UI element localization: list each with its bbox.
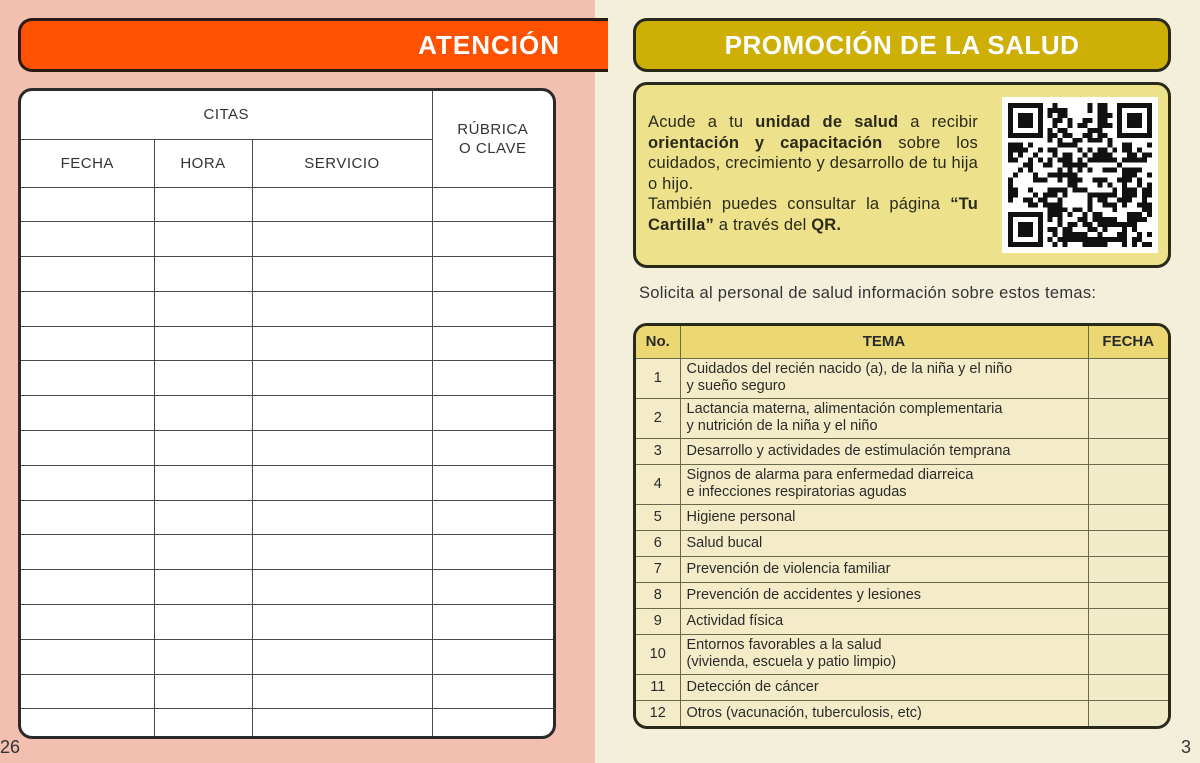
cita-rubrica-cell[interactable] <box>432 674 553 709</box>
solicita-text: Solicita al personal de salud información sobre estos temas: <box>639 284 1097 302</box>
temas-table <box>636 326 1168 726</box>
cita-rubrica-cell[interactable] <box>432 570 553 605</box>
cita-rubrica-cell[interactable] <box>432 465 553 500</box>
cita-fecha-cell[interactable] <box>21 396 154 431</box>
tema-line1: Desarrollo y actividades de estimulación temprana <box>686 442 1011 459</box>
qr-code-image <box>1008 103 1152 247</box>
cita-row <box>21 222 553 257</box>
tema-row <box>636 634 1168 674</box>
temas-table-box <box>633 323 1171 729</box>
info-bold-tu-cartilla: “Tu Cartilla” <box>648 195 978 234</box>
cita-hora-cell[interactable] <box>154 291 252 326</box>
tema-line1: Lactancia materna, alimentación complementaria <box>686 401 1003 417</box>
cita-servicio-cell[interactable] <box>252 465 432 500</box>
tema-fecha-cell[interactable] <box>1088 582 1168 608</box>
info-text-part: También puedes consultar la página <box>648 195 951 213</box>
info-bold-orientacion: orientación y capacitación <box>648 133 883 152</box>
tema-fecha-cell[interactable] <box>1088 674 1168 700</box>
info-text-part: Acude a tu <box>648 113 756 131</box>
cita-fecha-cell[interactable] <box>21 535 154 570</box>
servicio-header: SERVICIO <box>252 139 432 187</box>
promocion-title: PROMOCIÓN DE LA SALUD <box>724 29 1080 60</box>
tema-line1: Detección de cáncer <box>686 678 819 695</box>
cita-servicio-cell[interactable] <box>252 187 432 222</box>
cita-row <box>21 396 553 431</box>
cita-fecha-cell[interactable] <box>21 570 154 605</box>
hora-header: HORA <box>154 139 252 187</box>
info-bold-unidad: unidad de salud <box>755 113 899 131</box>
tema-row <box>636 530 1168 556</box>
cita-hora-cell[interactable] <box>154 639 252 674</box>
tema-text <box>680 438 1088 464</box>
tema-number: 12 <box>636 700 680 726</box>
cita-fecha-cell[interactable] <box>21 639 154 674</box>
tema-fecha-cell[interactable] <box>1088 608 1168 634</box>
cita-servicio-cell[interactable] <box>252 570 432 605</box>
cita-fecha-cell[interactable] <box>21 605 154 640</box>
tema-number: 10 <box>636 634 680 674</box>
cita-fecha-cell[interactable] <box>21 361 154 396</box>
tema-text <box>680 398 1088 438</box>
tema-line2: y nutrición de la niña y el niño <box>686 418 878 434</box>
tema-line2: y sueño seguro <box>686 378 786 394</box>
left-page-number: 26 <box>0 737 21 757</box>
fecha-header: FECHA <box>21 139 154 187</box>
cita-rubrica-cell[interactable] <box>432 535 553 570</box>
cita-fecha-cell[interactable] <box>21 465 154 500</box>
tema-line1: Otros (vacunación, tuberculosis, etc) <box>686 704 922 721</box>
tema-number: 11 <box>636 674 680 700</box>
cita-hora-cell[interactable] <box>154 674 252 709</box>
tema-fecha-cell[interactable] <box>1088 504 1168 530</box>
tema-fecha-cell[interactable] <box>1088 634 1168 674</box>
cita-hora-cell[interactable] <box>154 570 252 605</box>
cita-hora-cell[interactable] <box>154 326 252 361</box>
tema-number: 4 <box>636 464 680 504</box>
tema-line1: Actividad física <box>686 612 784 629</box>
cita-hora-cell[interactable] <box>154 500 252 535</box>
cita-servicio-cell[interactable] <box>252 674 432 709</box>
cita-rubrica-cell[interactable] <box>432 257 553 292</box>
tema-line1: Signos de alarma para enfermedad diarreica <box>686 467 974 483</box>
atencion-title: ATENCIÓN <box>418 29 560 60</box>
tema-fecha-cell[interactable] <box>1088 438 1168 464</box>
cita-servicio-cell[interactable] <box>252 222 432 257</box>
tema-fecha-cell[interactable] <box>1088 398 1168 438</box>
citas-header: CITAS <box>21 91 432 139</box>
cita-fecha-cell[interactable] <box>21 187 154 222</box>
cita-row <box>21 500 553 535</box>
tema-row <box>636 398 1168 438</box>
tema-header: TEMA <box>680 326 1088 358</box>
tema-text <box>680 608 1088 634</box>
cita-hora-cell[interactable] <box>154 709 252 739</box>
info-bold-qr: QR. <box>811 215 842 234</box>
rubrica-line1: RÚBRICA <box>457 120 529 138</box>
cita-rubrica-cell[interactable] <box>432 361 553 396</box>
cita-fecha-cell[interactable] <box>21 431 154 466</box>
cita-row <box>21 639 553 674</box>
tema-line2: (vivienda, escuela y patio limpio) <box>686 654 897 670</box>
cita-fecha-cell[interactable] <box>21 500 154 535</box>
tema-text <box>680 556 1088 582</box>
cita-row <box>21 674 553 709</box>
promocion-banner <box>633 18 1171 72</box>
tema-row <box>636 464 1168 504</box>
fecha-header: FECHA <box>1088 326 1168 358</box>
cita-rubrica-cell[interactable] <box>432 431 553 466</box>
info-text-part: a través del <box>714 215 812 234</box>
cita-row <box>21 361 553 396</box>
tema-row <box>636 438 1168 464</box>
cita-servicio-cell[interactable] <box>252 431 432 466</box>
qr-code[interactable] <box>1002 97 1158 253</box>
cita-row <box>21 465 553 500</box>
cita-servicio-cell[interactable] <box>252 257 432 292</box>
cita-row <box>21 605 553 640</box>
cita-fecha-cell[interactable] <box>21 222 154 257</box>
cita-servicio-cell[interactable] <box>252 291 432 326</box>
tema-line1: Higiene personal <box>686 508 796 525</box>
tema-text <box>680 530 1088 556</box>
tema-text <box>680 504 1088 530</box>
cita-rubrica-cell[interactable] <box>432 639 553 674</box>
tema-fecha-cell[interactable] <box>1088 556 1168 582</box>
tema-row <box>636 582 1168 608</box>
cita-row <box>21 709 553 739</box>
tema-text <box>680 634 1088 674</box>
tema-number: 3 <box>636 438 680 464</box>
tema-text <box>680 464 1088 504</box>
no-header: No. <box>636 326 680 358</box>
info-text <box>648 112 978 235</box>
cita-servicio-cell[interactable] <box>252 396 432 431</box>
cita-rubrica-cell[interactable] <box>432 326 553 361</box>
cita-rubrica-cell[interactable] <box>432 605 553 640</box>
cita-row <box>21 431 553 466</box>
cita-servicio-cell[interactable] <box>252 709 432 739</box>
cita-servicio-cell[interactable] <box>252 535 432 570</box>
cita-fecha-cell[interactable] <box>21 709 154 739</box>
cita-servicio-cell[interactable] <box>252 639 432 674</box>
cita-hora-cell[interactable] <box>154 222 252 257</box>
cita-row <box>21 257 553 292</box>
tema-line1: Cuidados del recién nacido (a), de la niña y el niño <box>686 361 1013 377</box>
cita-rubrica-cell[interactable] <box>432 709 553 739</box>
cita-hora-cell[interactable] <box>154 187 252 222</box>
rubrica-header <box>432 91 553 187</box>
cita-fecha-cell[interactable] <box>21 674 154 709</box>
cita-rubrica-cell[interactable] <box>432 222 553 257</box>
cita-fecha-cell[interactable] <box>21 257 154 292</box>
cita-hora-cell[interactable] <box>154 257 252 292</box>
tema-row <box>636 608 1168 634</box>
citas-table-box <box>18 88 556 739</box>
cita-hora-cell[interactable] <box>154 465 252 500</box>
tema-line2: e infecciones respiratorias agudas <box>686 484 907 500</box>
tema-row <box>636 358 1168 398</box>
cita-hora-cell[interactable] <box>154 431 252 466</box>
right-page-number: 3 <box>1181 737 1192 757</box>
cita-fecha-cell[interactable] <box>21 291 154 326</box>
cita-fecha-cell[interactable] <box>21 326 154 361</box>
tema-line1: Salud bucal <box>686 534 763 551</box>
tema-row <box>636 504 1168 530</box>
cita-servicio-cell[interactable] <box>252 326 432 361</box>
cita-hora-cell[interactable] <box>154 361 252 396</box>
cita-rubrica-cell[interactable] <box>432 291 553 326</box>
info-box <box>633 82 1171 268</box>
cita-servicio-cell[interactable] <box>252 361 432 396</box>
cita-hora-cell[interactable] <box>154 535 252 570</box>
tema-text <box>680 674 1088 700</box>
tema-row <box>636 700 1168 726</box>
info-text-part: a recibir <box>898 113 978 131</box>
tema-number: 7 <box>636 556 680 582</box>
cita-rubrica-cell[interactable] <box>432 396 553 431</box>
cita-servicio-cell[interactable] <box>252 500 432 535</box>
cita-hora-cell[interactable] <box>154 396 252 431</box>
tema-row <box>636 556 1168 582</box>
tema-fecha-cell[interactable] <box>1088 464 1168 504</box>
tema-text <box>680 358 1088 398</box>
citas-table <box>21 91 553 739</box>
cita-row <box>21 570 553 605</box>
tema-number: 5 <box>636 504 680 530</box>
cita-row <box>21 535 553 570</box>
tema-fecha-cell[interactable] <box>1088 700 1168 726</box>
cita-rubrica-cell[interactable] <box>432 187 553 222</box>
tema-number: 6 <box>636 530 680 556</box>
tema-fecha-cell[interactable] <box>1088 358 1168 398</box>
tema-text <box>680 582 1088 608</box>
tema-line1: Prevención de accidentes y lesiones <box>686 586 922 603</box>
tema-fecha-cell[interactable] <box>1088 530 1168 556</box>
tema-line1: Entornos favorables a la salud <box>686 637 882 653</box>
tema-number: 2 <box>636 398 680 438</box>
tema-line1: Prevención de violencia familiar <box>686 560 891 577</box>
cita-row <box>21 187 553 222</box>
tema-text <box>680 700 1088 726</box>
cita-servicio-cell[interactable] <box>252 605 432 640</box>
tema-number: 1 <box>636 358 680 398</box>
cita-row <box>21 326 553 361</box>
tema-number: 8 <box>636 582 680 608</box>
cita-rubrica-cell[interactable] <box>432 500 553 535</box>
cita-hora-cell[interactable] <box>154 605 252 640</box>
rubrica-line2: O CLAVE <box>459 139 527 157</box>
atencion-banner <box>18 18 608 72</box>
tema-number: 9 <box>636 608 680 634</box>
cita-row <box>21 291 553 326</box>
info-text-part: sobre los cuidados, crecimiento y desarrollo de tu hija o hijo. <box>648 133 979 193</box>
tema-row <box>636 674 1168 700</box>
